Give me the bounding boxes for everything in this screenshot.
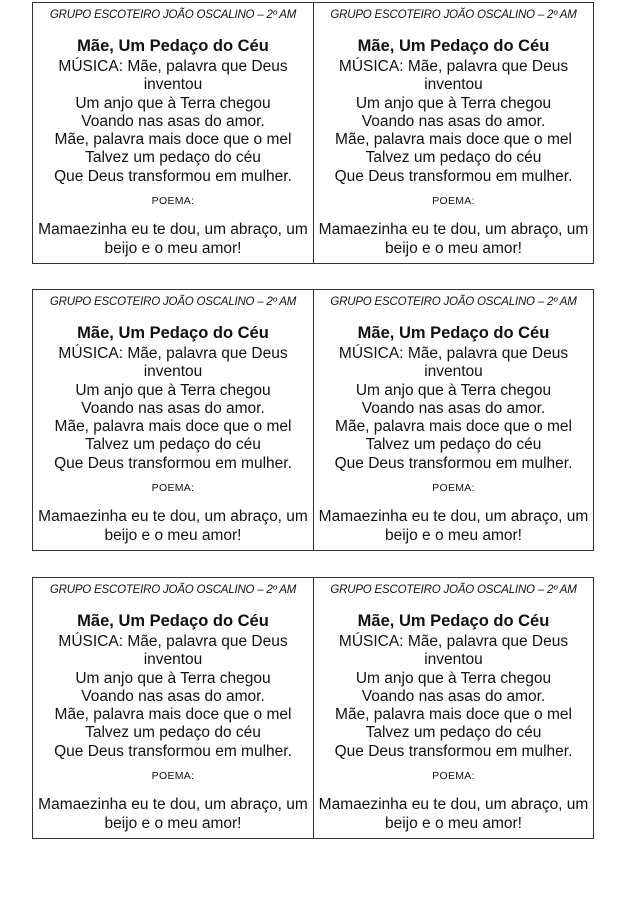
lyric-line: Talvez um pedaço do céu [365, 149, 542, 167]
lyric-line: Que Deus transformou em mulher. [334, 742, 573, 760]
group-header: GRUPO ESCOTEIRO JOÃO OSCALINO – 2º AM [49, 9, 297, 21]
group-header: GRUPO ESCOTEIRO JOÃO OSCALINO – 2º AM [49, 296, 297, 308]
lyrics [320, 58, 587, 186]
lyric-line: Mãe, palavra mais doce que o mel [54, 706, 292, 724]
lyric-line: Mãe, palavra mais doce que o mel [335, 418, 572, 436]
lyric-line: Um anjo que à Terra chegou [355, 669, 552, 687]
lyric-line: Mãe, palavra mais doce que o mel [335, 706, 572, 724]
lyric-line: Um anjo que à Terra chegou [75, 381, 271, 399]
lyric-line: Que Deus transformou em mulher. [54, 742, 292, 760]
lyric-line: Voando nas asas do amor. [361, 112, 546, 130]
poem-text [35, 221, 311, 258]
lyric-line: MÚSICA: Mãe, palavra que Deus [58, 58, 288, 75]
poem-text [35, 796, 311, 833]
lyric-line: MÚSICA: Mãe, palavra que Deus [338, 633, 569, 650]
poem-text [316, 508, 591, 545]
poem-line: Mamaezinha eu te dou, um abraço, um [318, 508, 589, 526]
lyric-line: MÚSICA: Mãe, palavra que Deus [338, 58, 569, 75]
lyric-line: Um anjo que à Terra chegou [355, 381, 552, 399]
lyrics [39, 633, 307, 761]
group-header: GRUPO ESCOTEIRO JOÃO OSCALINO – 2º AM [330, 9, 577, 21]
lyric-line: inventou [424, 651, 483, 669]
poem-line: beijo e o meu amor! [385, 239, 522, 257]
lyric-line: Voando nas asas do amor. [81, 112, 265, 130]
poem-line: Mamaezinha eu te dou, um abraço, um [38, 508, 308, 526]
poem-label: POEMA: [432, 195, 475, 208]
group-header: GRUPO ESCOTEIRO JOÃO OSCALINO – 2º AM [330, 296, 577, 308]
poem-text [316, 796, 591, 833]
lyric-line: Talvez um pedaço do céu [85, 149, 261, 167]
lyric-line: inventou [143, 651, 203, 669]
lyric-line: Voando nas asas do amor. [81, 399, 265, 417]
lyric-line: inventou [424, 76, 483, 94]
poem-label: POEMA: [151, 195, 195, 208]
lyric-line: MÚSICA: Mãe, palavra que Deus [338, 345, 569, 362]
poem-label: POEMA: [151, 482, 195, 495]
card [313, 290, 593, 550]
lyric-line: Que Deus transformou em mulher. [334, 167, 573, 185]
card [33, 3, 313, 263]
poem-line: beijo e o meu amor! [104, 239, 242, 257]
lyric-line: Que Deus transformou em mulher. [54, 454, 292, 472]
poem-line: beijo e o meu amor! [104, 526, 242, 544]
song-title: Mãe, Um Pedaço do Céu [77, 612, 269, 630]
card-row [32, 577, 594, 839]
poem-line: Mamaezinha eu te dou, um abraço, um [318, 796, 589, 814]
card [33, 290, 313, 550]
poem-label: POEMA: [151, 770, 195, 783]
poem-text [35, 508, 311, 545]
song-title: Mãe, Um Pedaço do Céu [77, 37, 269, 55]
lyric-line: Um anjo que à Terra chegou [75, 669, 271, 687]
card-row [32, 2, 594, 264]
card [33, 578, 313, 838]
lyric-line: MÚSICA: Mãe, palavra que Deus [58, 633, 288, 650]
lyric-line: Mãe, palavra mais doce que o mel [54, 131, 292, 149]
poem-line: beijo e o meu amor! [385, 526, 522, 544]
lyric-line: Talvez um pedaço do céu [85, 436, 261, 454]
lyric-line: inventou [143, 76, 203, 94]
group-header: GRUPO ESCOTEIRO JOÃO OSCALINO – 2º AM [49, 584, 297, 596]
poem-line: beijo e o meu amor! [104, 814, 242, 832]
song-title: Mãe, Um Pedaço do Céu [77, 324, 269, 342]
lyric-line: Que Deus transformou em mulher. [54, 167, 292, 185]
lyric-line: Talvez um pedaço do céu [365, 436, 542, 454]
group-header: GRUPO ESCOTEIRO JOÃO OSCALINO – 2º AM [330, 584, 577, 596]
lyric-line: Um anjo que à Terra chegou [75, 94, 271, 112]
lyric-line: inventou [424, 363, 483, 381]
poem-text [316, 221, 591, 258]
song-title: Mãe, Um Pedaço do Céu [357, 324, 550, 342]
lyric-line: Talvez um pedaço do céu [85, 724, 261, 742]
lyric-line: inventou [143, 363, 203, 381]
lyric-line: Mãe, palavra mais doce que o mel [54, 418, 292, 436]
lyrics [39, 345, 307, 473]
lyric-line: Talvez um pedaço do céu [365, 724, 542, 742]
poem-line: Mamaezinha eu te dou, um abraço, um [38, 796, 308, 814]
lyric-line: Voando nas asas do amor. [81, 687, 265, 705]
card [313, 578, 593, 838]
poem-line: beijo e o meu amor! [385, 814, 522, 832]
lyrics [320, 345, 587, 473]
lyric-line: Voando nas asas do amor. [361, 687, 546, 705]
lyric-line: Mãe, palavra mais doce que o mel [335, 131, 572, 149]
lyric-line: Um anjo que à Terra chegou [355, 94, 552, 112]
poem-line: Mamaezinha eu te dou, um abraço, um [318, 221, 589, 239]
card [313, 3, 593, 263]
lyric-line: Voando nas asas do amor. [361, 399, 546, 417]
poem-label: POEMA: [432, 482, 475, 495]
song-title: Mãe, Um Pedaço do Céu [357, 37, 550, 55]
lyrics [320, 633, 587, 761]
card-row [32, 289, 594, 551]
song-title: Mãe, Um Pedaço do Céu [357, 612, 550, 630]
poem-label: POEMA: [432, 770, 475, 783]
lyric-line: MÚSICA: Mãe, palavra que Deus [58, 345, 288, 362]
poem-line: Mamaezinha eu te dou, um abraço, um [38, 221, 308, 239]
lyrics [39, 58, 307, 186]
lyric-line: Que Deus transformou em mulher. [334, 454, 573, 472]
